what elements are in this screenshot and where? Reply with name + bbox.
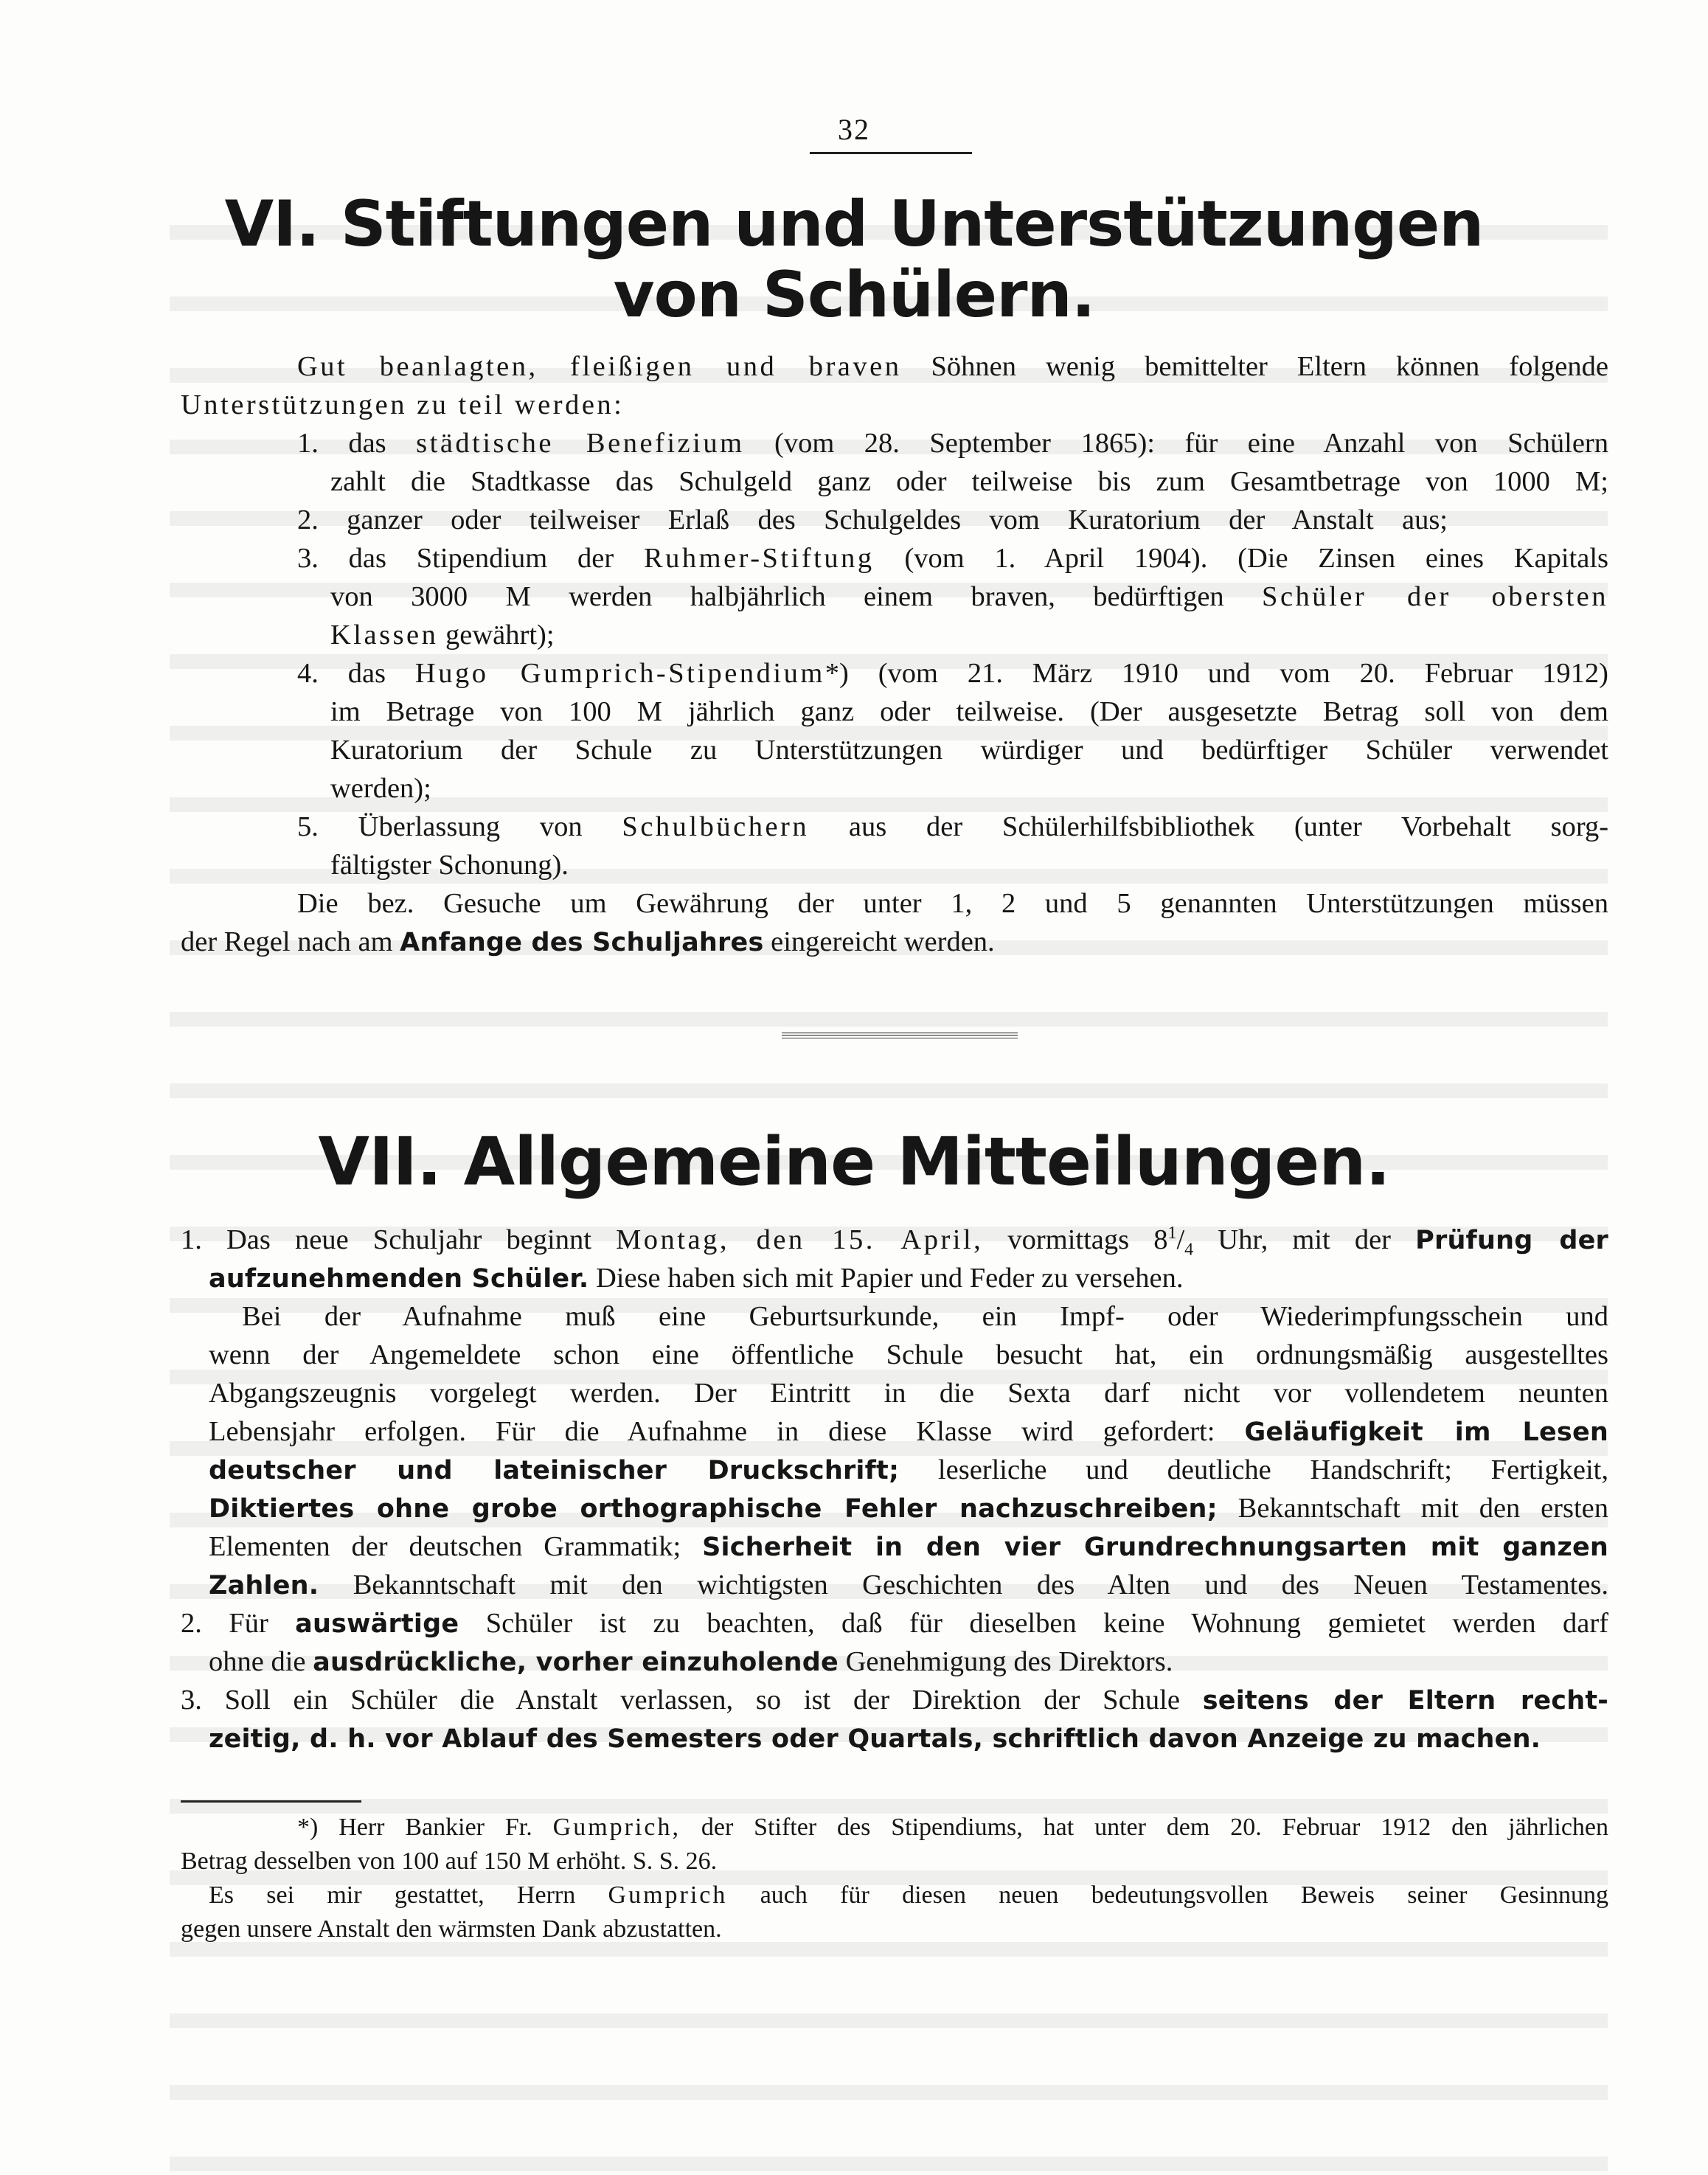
gumprich-term: Hugo Gumprich-Stipendium — [414, 658, 825, 689]
s7-item-1-line7: deutscher und lateinischer Druckschrift; leserliche und deutliche Handschrift; Fertigkeit, — [209, 1454, 1608, 1485]
closing-line2: der Regel nach am Anfange des Schuljahres eingereicht werden. — [181, 926, 995, 957]
item-4-line4: werden); — [330, 773, 431, 804]
item-4-line2: im Betrage von 100 M jährlich ganz oder teilweise. (Der ausgesetzte Betrag soll von dem — [330, 696, 1608, 727]
section-6-title-line2: von Schülern. — [613, 258, 1095, 332]
intro-spaced-text: Gut beanlagten, fleißigen und braven — [297, 351, 902, 382]
item-4-line3: Kuratorium der Schule zu Unterstützungen würdiger und bedürftiger Schüler verwendet — [330, 735, 1608, 766]
item-1-line1: 1. das städtische Benefizium (vom 28. September 1865): für eine Anzahl von Schülern — [297, 428, 1608, 459]
s7-item-1-line3: Bei der Aufnahme muß eine Geburtsurkunde, ein Impf- oder Wiederimpfungsschein und — [242, 1301, 1608, 1332]
s7-item-2-line2: ohne die ausdrückliche, vorher einzuholende Genehmigung des Direktors. — [209, 1646, 1173, 1677]
footnote-line3: Es sei mir gestattet, Herrn Gumprich auch für diesen neuen bedeutungsvollen Beweis seiner Gesinnung — [209, 1881, 1609, 1909]
section-6-title — [88, 189, 1620, 330]
schulbuecher-term: Schulbüchern — [622, 811, 810, 842]
item-2: 2. ganzer oder teilweiser Erlaß des Schulgeldes vom Kuratorium der Anstalt aus; — [297, 504, 1448, 535]
s7-item-2-line1: 2. Für auswärtige Schüler ist zu beachten, daß für dieselben keine Wohnung gemietet werden darf — [181, 1608, 1608, 1639]
footnote-rule — [181, 1800, 361, 1803]
page-number: 32 — [838, 113, 870, 146]
footnote-line1: *) Herr Bankier Fr. Gumprich, der Stifter des Stipendiums, hat unter dem 20. Februar 1912 den jährlichen — [297, 1814, 1609, 1841]
section-7-title: VII. Allgemeine Mitteilungen. — [318, 1123, 1390, 1201]
footnote-line2: Betrag desselben von 100 auf 150 M erhöht. S. S. 26. — [181, 1848, 718, 1875]
ruhmer-term: Ruhmer-Stiftung — [643, 543, 875, 574]
item-3-line3: Klassen gewährt); — [330, 620, 555, 651]
s7-item-1-line10: Zahlen. Bekanntschaft mit den wichtigsten Geschichten des Alten und des Neuen Testamentes. — [209, 1569, 1609, 1600]
s7-item-1-line9: Elementen der deutschen Grammatik; Sicherheit in den vier Grundrechnungsarten mit ganzen — [209, 1531, 1609, 1562]
section-6-title-line1: VI. Stiftungen und Unterstützungen — [224, 187, 1484, 261]
s7-item-1-line5: Abgangszeugnis vorgelegt werden. Der Eintritt in die Sexta darf nicht vor vollendetem neunten — [209, 1378, 1608, 1409]
item-5-line1: 5. Überlassung von Schulbüchern aus der Schülerhilfsbibliothek (unter Vorbehalt sorg- — [297, 811, 1609, 842]
item-1-line2: zahlt die Stadtkasse das Schulgeld ganz oder teilweise bis zum Gesamtbetrage von 1000 M; — [330, 466, 1608, 497]
closing-line1: Die bez. Gesuche um Gewährung der unter 1, 2 und 5 genannten Unterstützungen müssen — [297, 888, 1608, 919]
s7-item-1-line4: wenn der Angemeldete schon eine öffentliche Schule besucht hat, ein ordnungsmäßig ausgestelltes — [209, 1339, 1608, 1370]
schuljahr-emphasis: Anfange des Schuljahres — [400, 928, 764, 957]
s7-item-1-line6: Lebensjahr erfolgen. Für die Aufnahme in diese Klasse wird gefordert: Geläufigkeit im Lesen — [209, 1416, 1608, 1447]
s7-item-1-line2: aufzunehmenden Schüler. Diese haben sich mit Papier und Feder zu versehen. — [209, 1263, 1184, 1294]
benefizium-term: städtische Benefizium — [416, 428, 745, 459]
item-4-line1: 4. das Hugo Gumprich-Stipendium*) (vom 21. März 1910 und vom 20. Februar 1912) — [297, 658, 1609, 689]
section-6-intro-line1 — [297, 347, 1608, 386]
item-5-line2: fältigster Schonung). — [330, 850, 569, 881]
item-3-line1: 3. das Stipendium der Ruhmer-Stiftung (vom 1. April 1904). (Die Zinsen eines Kapitals — [297, 543, 1609, 574]
s7-item-1-line1: 1. Das neue Schuljahr beginnt Montag, den 15. April, vormittags $8^1/_4$ Uhr, mit der Prüfung der — [181, 1224, 1609, 1260]
intro-text: Söhnen wenig bemittelter Eltern können folgende — [931, 351, 1608, 382]
s7-item-3-line2: zeitig, d. h. vor Ablauf des Semesters oder Quartals, schriftlich davon Anzeige zu machen. — [209, 1724, 1541, 1754]
section-divider — [782, 1033, 1018, 1038]
footnote-line4: gegen unsere Anstalt den wärmsten Dank abzustatten. — [181, 1915, 722, 1943]
section-6-intro-line2: Unterstützungen zu teil werden: — [181, 389, 625, 420]
page-number-rule — [810, 152, 972, 154]
item-3-line2: von 3000 M werden halbjährlich einem braven, bedürftigen Schüler der obersten — [330, 581, 1608, 612]
s7-item-1-line8: Diktiertes ohne grobe orthographische Fehler nachzuschreiben; Bekanntschaft mit den ersten — [209, 1493, 1608, 1524]
s7-item-3-line1: 3. Soll ein Schüler die Anstalt verlassen, so ist der Direktion der Schule seitens der Eltern recht- — [181, 1685, 1608, 1716]
